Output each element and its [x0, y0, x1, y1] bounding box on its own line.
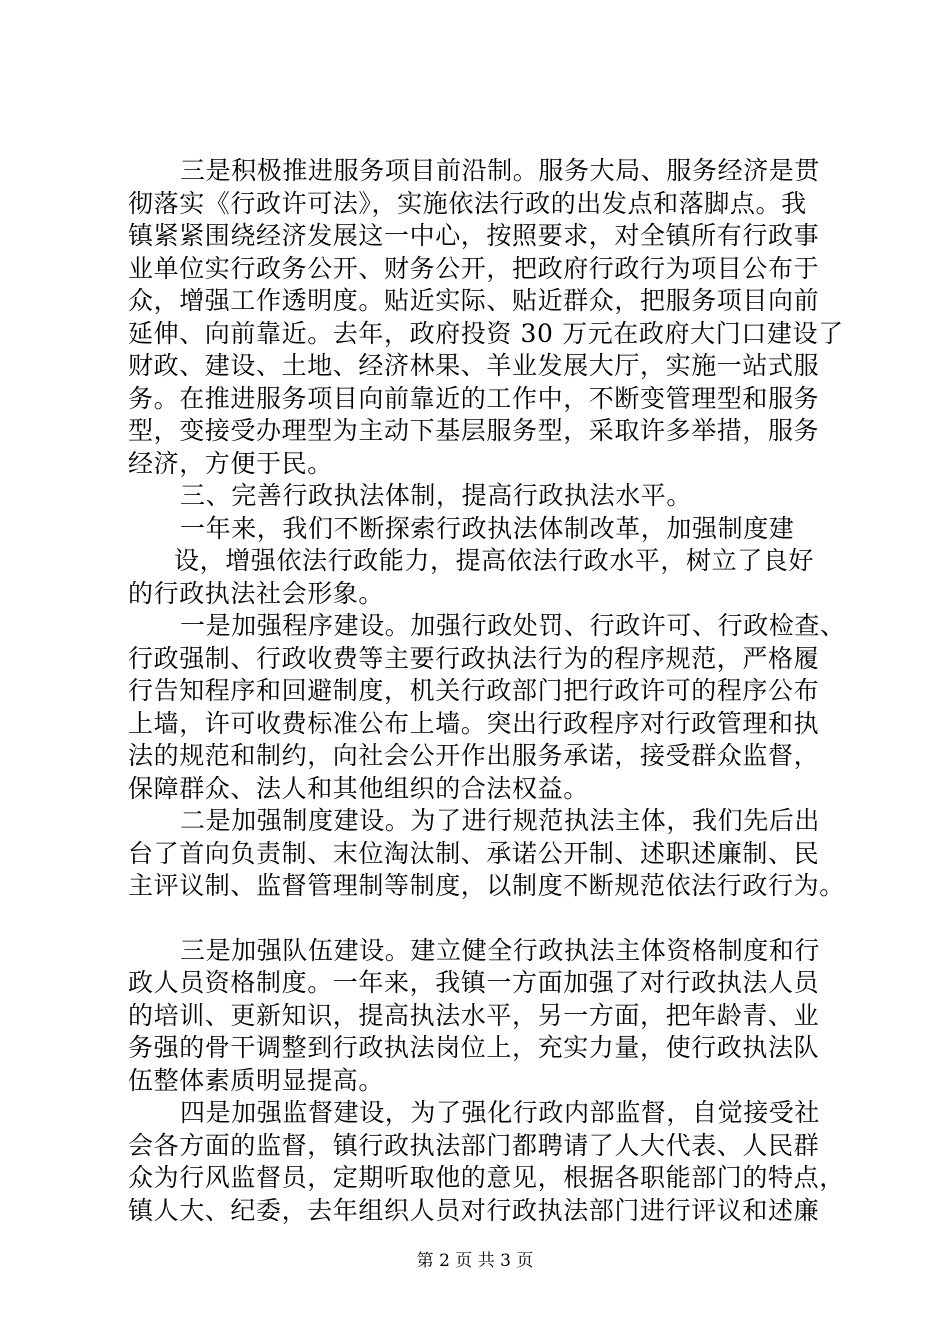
blank-line — [128, 903, 833, 935]
text-line: 四是加强监督建设，为了强化行政内部监督，自觉接受社 — [180, 1098, 821, 1127]
text-line: 的行政执法社会形象。 — [128, 578, 385, 608]
text-line: 一是加强程序建设。加强行政处罚、行政许可、行政检查、 — [180, 611, 846, 640]
text-line: 务强的骨干调整到行政执法岗位上，充实力量，使行政执法队 — [128, 1033, 820, 1062]
text-line: 众，增强工作透明度。贴近实际、贴近群众，把服务项目向前 — [128, 286, 820, 315]
text-line: 众为行风监督员，定期听取他的意见，根据各职能部门的特点， — [128, 1163, 845, 1192]
section-heading: 三、完善行政执法体制，提高行政执法水平。 — [180, 481, 693, 510]
text-line: 三是加强队伍建设。建立健全行政执法主体资格制度和行 — [180, 935, 821, 965]
text-line: 财政、建设、土地、经济林果、羊业发展大厅，实施一站式服 — [128, 351, 820, 380]
text-line: 政人员资格制度。一年来，我镇一方面加强了对行政执法人员 — [128, 968, 820, 997]
text-line: 的培训、更新知识，提高执法水平，另一方面，把年龄青、业 — [128, 1000, 820, 1030]
text-line: 台了首向负责制、末位淘汰制、承诺公开制、述职述廉制、民 — [128, 838, 820, 868]
text-line: 务。在推进服务项目向前靠近的工作中，不断变管理型和服务 — [128, 383, 820, 413]
page-footer: 第 2 页 共 3 页 — [416, 1251, 534, 1271]
text-line: 法的规范和制约，向社会公开作出服务承诺，接受群众监督， — [128, 741, 820, 770]
text-line: 主评议制、监督管理制等制度，以制度不断规范依法行政行为。 — [128, 871, 845, 900]
text-line: 延伸、向前靠近。去年，政府投资 30 万元在政府大门口建设了 — [128, 318, 844, 348]
document-body — [128, 155, 846, 1227]
text-line: 行政强制、行政收费等主要行政执法行为的程序规范，严格履 — [128, 643, 820, 673]
text-line: 上墙，许可收费标准公布上墙。突出行政程序对行政管理和执 — [128, 708, 820, 738]
text-line: 经济，方便于民。 — [128, 448, 333, 478]
text-line: 镇紧紧围绕经济发展这一中心，按照要求，对全镇所有行政事 — [128, 221, 820, 250]
text-line: 伍整体素质明显提高。 — [128, 1065, 385, 1095]
text-line: 业单位实行政务公开、财务公开，把政府行政行为项目公布于 — [128, 253, 820, 283]
text-line: 三是积极推进服务项目前沿制。服务大局、服务经济是贯 — [180, 156, 821, 185]
text-line: 彻落实《行政许可法》，实施依法行政的出发点和落脚点。我 — [128, 188, 807, 218]
text-line: 设，增强依法行政能力，提高依法行政水平，树立了良好 — [174, 546, 815, 575]
text-line: 一年来，我们不断探索行政执法体制改革，加强制度建 — [180, 513, 795, 543]
text-line: 行告知程序和回避制度，机关行政部门把行政许可的程序公布 — [128, 676, 820, 705]
text-line: 型，变接受办理型为主动下基层服务型，采取许多举措，服务 — [128, 416, 820, 445]
text-line: 镇人大、纪委，去年组织人员对行政执法部门进行评议和述廉 — [128, 1195, 820, 1225]
text-line: 保障群众、法人和其他组织的合法权益。 — [128, 773, 589, 803]
text-line: 会各方面的监督，镇行政执法部门都聘请了人大代表、人民群 — [128, 1130, 820, 1160]
text-line: 二是加强制度建设。为了进行规范执法主体，我们先后出 — [180, 806, 821, 835]
